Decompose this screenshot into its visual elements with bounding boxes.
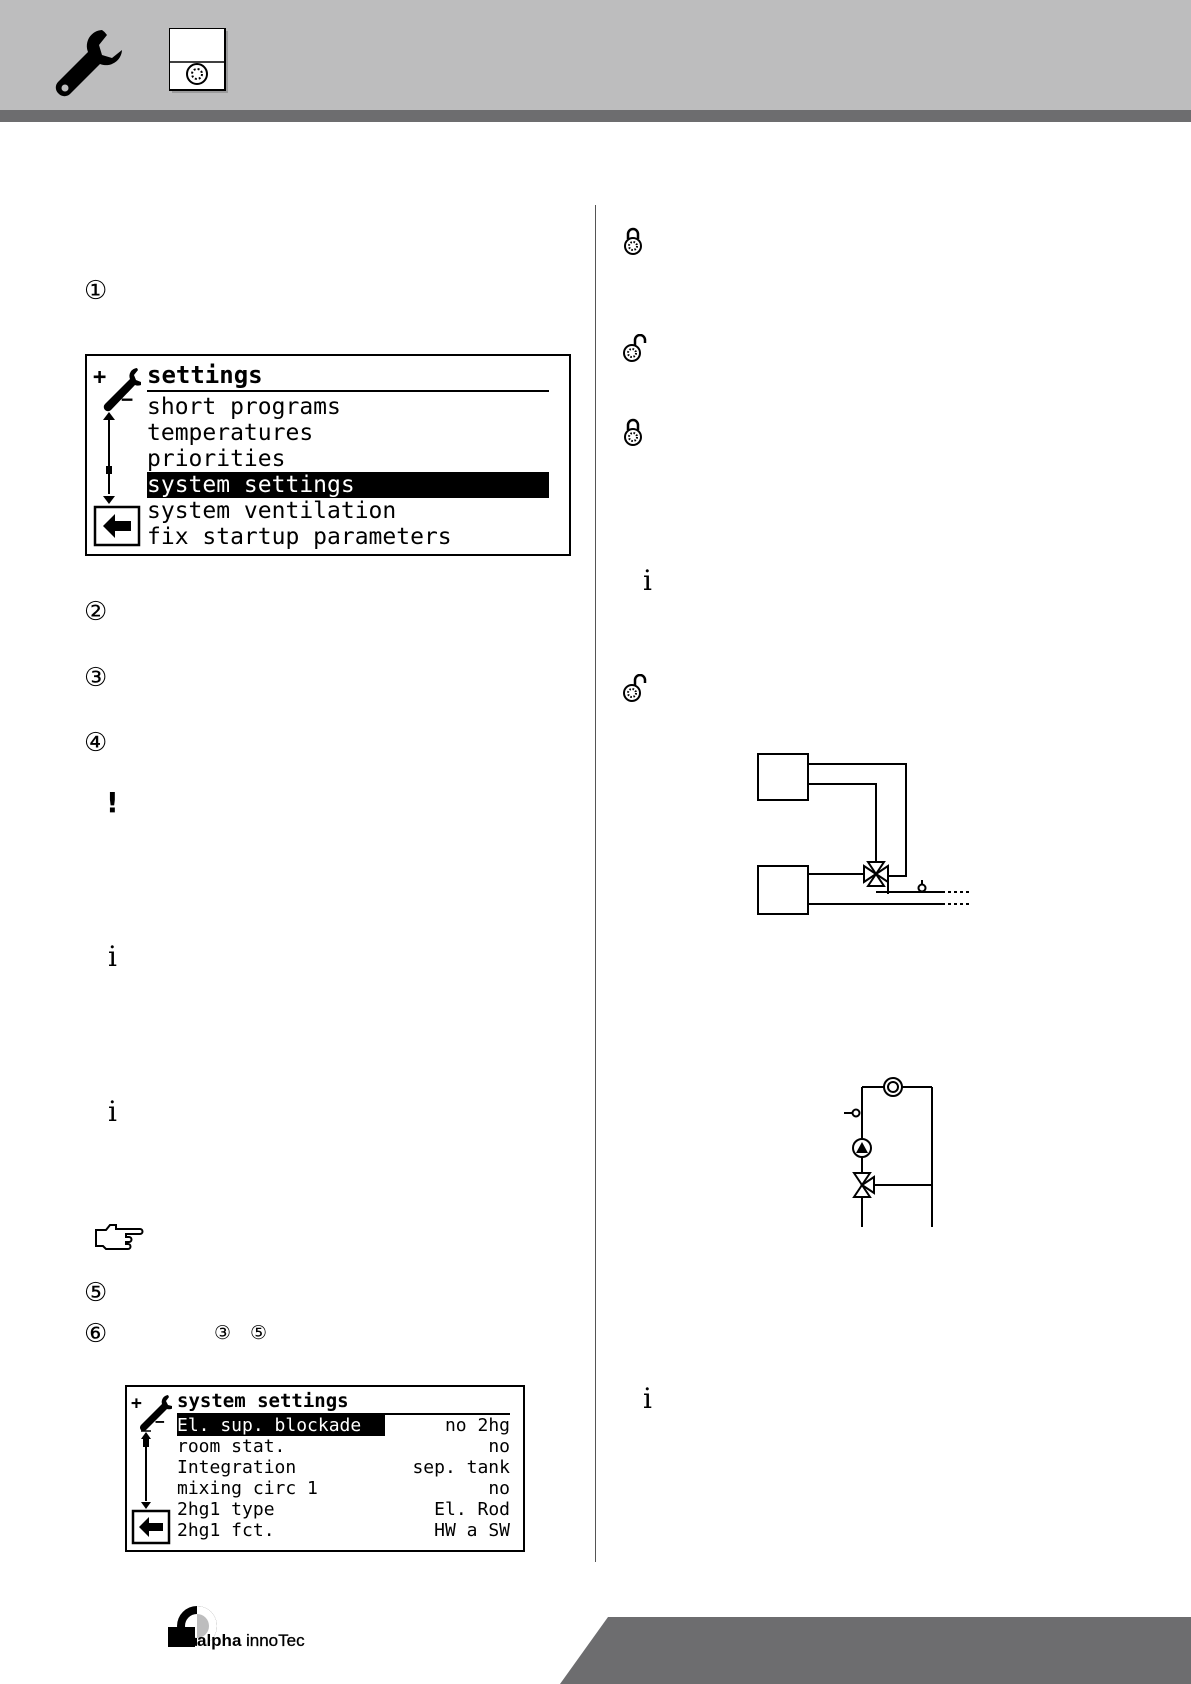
controller-device-icon xyxy=(169,28,229,94)
menu-item-system-settings[interactable]: system settings xyxy=(147,472,549,498)
alpha-innotec-logo xyxy=(168,1605,328,1657)
lock-closed-icon xyxy=(623,418,643,446)
info-icon: i xyxy=(643,1382,652,1415)
footer-band xyxy=(560,1617,1191,1684)
setting-label-2hg1-fct[interactable]: 2hg1 fct. xyxy=(177,1520,275,1541)
svg-text:alpha: alpha xyxy=(197,1631,242,1650)
hydraulic-diagram-diverter-valve xyxy=(750,748,980,918)
menu-item-priorities[interactable]: priorities xyxy=(147,446,286,472)
svg-text:innoTec: innoTec xyxy=(246,1631,305,1650)
step-ref-3: ③ xyxy=(214,1322,232,1344)
lcd-settings-title: settings xyxy=(147,361,263,389)
svg-text:−: − xyxy=(155,1412,165,1431)
setting-value-2hg1-type: El. Rod xyxy=(434,1499,510,1520)
step-ref-5: ⑤ xyxy=(250,1322,268,1344)
menu-item-temperatures[interactable]: temperatures xyxy=(147,420,314,446)
header-stripe xyxy=(0,110,1191,122)
tank-box xyxy=(758,866,808,914)
lock-open-icon xyxy=(623,334,649,362)
setting-label-integration[interactable]: Integration xyxy=(177,1457,297,1478)
warning-icon: ! xyxy=(106,786,119,819)
lcd-settings-screen xyxy=(85,354,571,556)
step-marker-3: ③ xyxy=(84,663,108,693)
setting-value-mixing-circ-1: no xyxy=(488,1478,510,1499)
info-icon: i xyxy=(108,940,117,973)
svg-text:+: + xyxy=(93,365,107,390)
menu-item-short-programs[interactable]: short programs xyxy=(147,394,341,420)
setting-label-2hg1-type[interactable]: 2hg1 type xyxy=(177,1499,275,1520)
lock-closed-icon xyxy=(623,227,643,255)
lcd-side-controls xyxy=(130,1391,172,1545)
step-marker-4: ④ xyxy=(84,728,108,758)
menu-item-system-ventilation[interactable]: system ventilation xyxy=(147,498,397,524)
three-way-valve-icon xyxy=(854,1173,874,1197)
svg-text:+: + xyxy=(131,1393,142,1414)
setting-label-mixing-circ-1[interactable]: mixing circ 1 xyxy=(177,1478,318,1499)
step-marker-1: ① xyxy=(84,276,108,306)
setting-label-el-sup-blockade[interactable]: El. sup. blockade xyxy=(177,1415,385,1436)
lcd-side-controls xyxy=(91,362,141,548)
info-icon: i xyxy=(643,564,652,597)
setting-value-room-stat: no xyxy=(488,1436,510,1457)
lcd-system-settings-screen xyxy=(125,1385,525,1552)
svg-text:−: − xyxy=(121,387,134,411)
setting-label-room-stat[interactable]: room stat. xyxy=(177,1436,286,1457)
lcd-title-rule xyxy=(147,390,549,392)
menu-item-fix-startup-parameters[interactable]: fix startup parameters xyxy=(147,524,452,550)
info-icon: i xyxy=(108,1095,117,1128)
column-divider xyxy=(595,205,596,1562)
setting-value-2hg1-fct: HW a SW xyxy=(434,1520,510,1541)
step-marker-2: ② xyxy=(84,597,108,627)
wrench-icon xyxy=(52,26,126,100)
setting-value-el-sup-blockade: no 2hg xyxy=(444,1415,510,1436)
pointing-hand-icon xyxy=(94,1222,144,1250)
hydraulic-diagram-pump-circuit xyxy=(840,1075,940,1230)
setting-value-integration: sep. tank xyxy=(412,1457,510,1478)
lcd-system-settings-title: system settings xyxy=(177,1390,349,1412)
step-marker-5: ⑤ xyxy=(84,1278,108,1308)
heat-pump-box xyxy=(758,754,808,800)
step-marker-6: ⑥ xyxy=(84,1319,108,1349)
lock-open-icon xyxy=(623,674,649,702)
three-way-valve-icon xyxy=(864,862,888,886)
